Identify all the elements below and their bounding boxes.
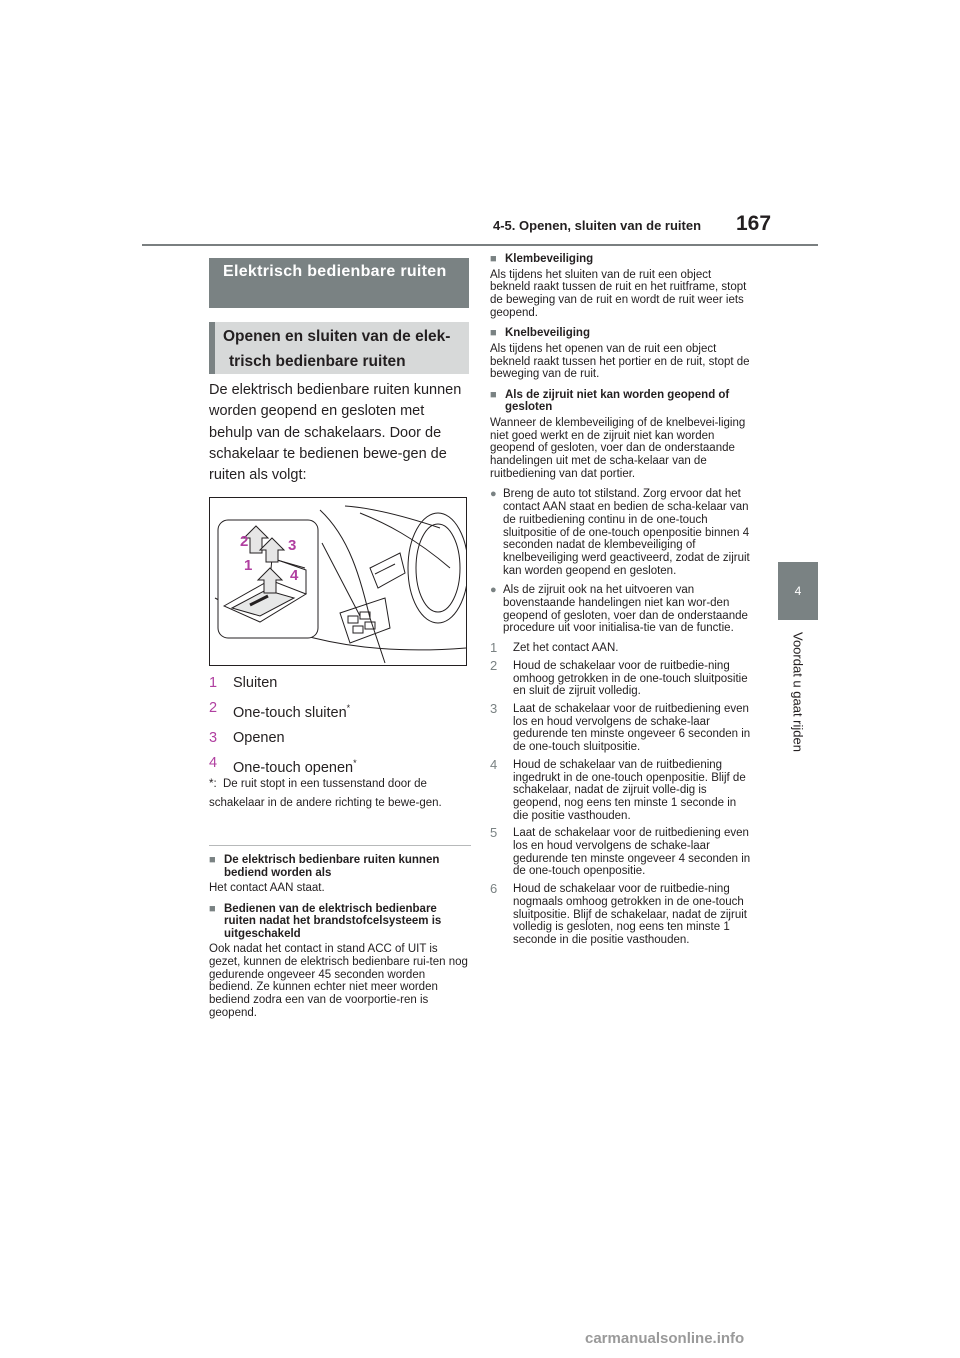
procedure-step: 5 Laat de schakelaar voor de ruitbediening even los en houd vervolgens de schake-laar gedurende ten minste ongeveer 4 seconden in de one-touch openpositie. xyxy=(490,825,751,878)
square-bullet-icon: ■ xyxy=(209,854,216,866)
window-switch-illustration xyxy=(209,497,467,666)
step-item: 4 One-touch openen* xyxy=(209,754,357,776)
circle-bullet-icon: ● xyxy=(490,488,497,501)
page-number: 167 xyxy=(736,212,772,235)
note-body: Wanneer de klembeveiliging of de knelbevei-liging niet goed werkt en de zijruit niet kan worden geopend of gesloten, voer dan de onderstaande handelingen uit met de scha-kelaar van de ruitbediening van dat portier. xyxy=(490,416,746,480)
illus-label-1: 1 xyxy=(244,557,253,574)
illus-label-2: 2 xyxy=(240,533,249,550)
section-reference: 4-5. Openen, sluiten van de ruiten xyxy=(493,218,702,233)
note-body: Als tijdens het sluiten van de ruit een object bekneld raakt tussen de ruit en het ruitframe, stopt de beweging van de ruit en wordt de ruit weer iets geopend. xyxy=(490,268,747,319)
watermark-footer: carmanualsonline.info xyxy=(585,1330,745,1347)
procedure-step: 2 Houd de schakelaar voor de ruitbedie-ning omhoog getrokken in de one-touch sluitpositie en sluit de zijruit volledig. xyxy=(490,657,748,698)
illus-label-4: 4 xyxy=(290,567,299,584)
switch-steps xyxy=(209,675,471,785)
square-bullet-icon: ■ xyxy=(209,902,216,915)
main-heading: Elektrisch bedienbare ruiten xyxy=(209,258,469,308)
procedure-step: 1 Zet het contact AAN. xyxy=(490,640,619,656)
square-bullet-icon: ■ xyxy=(490,388,497,401)
sub-heading: Openen en sluiten van de elek-trisch bedienbare ruiten xyxy=(209,322,469,374)
procedure-step: 4 Houd de schakelaar van de ruitbediening ingedrukt in de one-touch openpositie. Blijf de schakelaar, nadat de zijruit volle-dig is geopend, nog eens ten minste 1 seconde in die positie vasthouden. xyxy=(490,756,746,822)
footnote-rule xyxy=(209,845,471,846)
chapter-number: 4 xyxy=(794,584,802,598)
step-item: 2 One-touch sluiten* xyxy=(209,700,351,721)
note-body: Ook nadat het contact in stand ACC of UIT is gezet, kunnen de elektrisch bedienbare rui-ten nog gedurende ongeveer 45 seconden worden bediend. Ze kunnen echter niet meer worden bediend zodra een van de voorportie-ren is geopend. xyxy=(209,943,468,1019)
note-title: ■ Knelbeveiliging xyxy=(490,327,590,340)
illus-label-3: 3 xyxy=(288,537,297,554)
procedure-step: 3 Laat de schakelaar voor de ruitbediening even los en houd vervolgens de schake-laar gedurende ten minste ongeveer 6 seconden in de one-touch sluitpositie. xyxy=(490,700,751,754)
chapter-label: Voordat u gaat rijden xyxy=(790,632,806,752)
right-column xyxy=(490,253,752,952)
note-body: Het contact AAN staat. xyxy=(209,882,325,894)
square-bullet-icon: ■ xyxy=(490,327,497,340)
note-body: Als tijdens het openen van de ruit een object bekneld raakt tussen het portier en de ruit, stopt de beweging van de ruit. xyxy=(490,342,750,381)
bullet-item: ● Als de zijruit ook na het uitvoeren van bovenstaande handelingen niet kan wor-den geopend of gesloten, voer dan de onderstaande procedure uit voor initialisa-tie van de functie. xyxy=(490,584,748,635)
bullet-item: ● Breng de auto tot stilstand. Zorg ervoor dat het contact AAN staat en bedien de scha-kelaar van de ruitbediening continu in de one-touch sluitpositie of de one-touch openpositie binnen 4 seconden nadat de klembeveiliging of knelbeveiliging werd geactiveerd, zodat de zijruit kan worden geopend en gesloten. xyxy=(490,488,750,577)
footnote: *: De ruit stopt in een tussenstand door de schakelaar in de andere richting te bewe-gen. xyxy=(209,778,442,809)
note-title: ■ Bedienen van de elektrisch bedienbare ruiten nadat het brandstofcelsysteem is uitgeschakeld xyxy=(209,902,442,940)
circle-bullet-icon: ● xyxy=(490,584,497,597)
note-title: ■ Klembeveiliging xyxy=(490,253,594,265)
note-title: ■ De elektrisch bedienbare ruiten kunnen bediend worden als xyxy=(209,854,440,879)
step-item: 3 Openen xyxy=(209,729,285,746)
intro-text: De elektrisch bedienbare ruiten kunnen worden geopend en gesloten met behulp van de schakelaars. Door de schakelaar te bedienen bewe-gen de ruiten als volgt: xyxy=(209,382,462,484)
square-bullet-icon: ■ xyxy=(490,253,497,265)
chapter-tab xyxy=(778,562,818,620)
note-title: ■ Als de zijruit niet kan worden geopend of gesloten xyxy=(490,388,730,414)
illustration-drawing xyxy=(210,498,466,665)
left-notes xyxy=(209,854,471,1027)
header-rule xyxy=(142,244,818,246)
procedure-step: 6 Houd de schakelaar voor de ruitbedie-ning nogmaals omhoog getrokken in de one-touch sluitpositie. Blijf de schakelaar, nadat de zijruit volledig is gesloten, nog eens ten minste 1 seconde in die positie vasthouden. xyxy=(490,881,747,946)
step-item: 1 Sluiten xyxy=(209,675,278,691)
